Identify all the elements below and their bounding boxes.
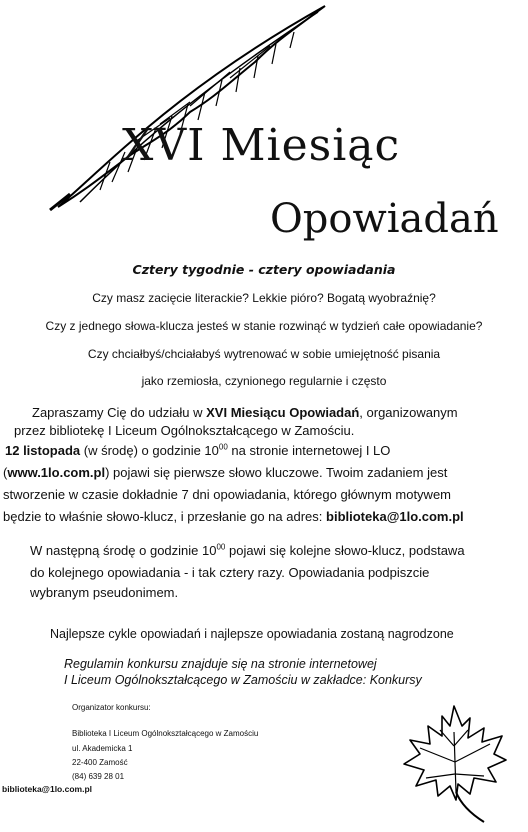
maple-leaf-icon [398,702,510,826]
quill-feather-icon [40,2,330,212]
organizer-name: Biblioteka I Liceum Ogólnokształcącego w Zamościu [72,729,259,738]
time-minutes: 00 [216,542,226,552]
invite-line-4 [3,462,447,484]
organizer-city: 22-400 Zamość [72,758,128,767]
regulations-line-2: I Liceum Ogólnokształcącego w Zamościu w zakładce: Konkursy [64,673,422,687]
email-link[interactable]: biblioteka@1lo.com.pl [326,509,464,524]
regulations-line-1: Regulamin konkursu znajduje się na stronie internetowej [64,657,377,671]
next-line-2: do kolejnego opowiadania - i tak cztery razy. Opowiadania podpiszcie [30,565,430,580]
invite-line-2: przez bibliotekę I Liceum Ogólnokształcącego w Zamościu. [14,423,355,438]
invite-text: Zapraszamy Cię do udziału w [32,405,207,420]
invite-text: ) pojawi się pierwsze słowo kluczowe. Twoim zadaniem jest [105,465,448,480]
organizer-street: ul. Akademicka 1 [72,744,133,753]
organizer-label: Organizator konkursu: [72,703,151,712]
next-text: pojawi się kolejne słowo-klucz, podstawa [225,543,465,558]
question-4: jako rzemiosła, czynionego regularnie i często [141,374,387,388]
invite-line-6 [3,506,464,528]
start-date: 12 listopada [5,443,81,458]
contest-name: XVI Miesiącu Opowiadań [206,405,360,420]
invite-text: na stronie internetowej I LO [227,443,391,458]
invite-text: (w środę) o godzinie 10 [80,443,219,458]
time-minutes: 00 [218,442,228,452]
invite-text: ( [3,465,8,480]
invite-text: , organizowanym [359,405,458,420]
website-link[interactable]: www.1lo.com.pl [7,465,106,480]
next-text: W następną środę o godzinie 10 [30,543,217,558]
invite-line-3 [5,440,390,462]
title-line-1: XVI Miesiąc [122,120,401,171]
title-line-2: Opowiadań [270,196,499,242]
next-line-3: wybranym pseudonimem. [30,585,179,600]
question-1: Czy masz zacięcie literackie? Lekkie pióro? Bogatą wyobraźnię? [92,291,436,305]
invite-line-5: stworzenie w czasie dokładnie 7 dni opowiadania, którego głównym motywem [3,487,452,502]
organizer-phone: (84) 639 28 01 [72,772,125,781]
subtitle: Cztery tygodnie - cztery opowiadania [132,262,396,277]
invite-text: będzie to właśnie słowo-klucz, i przesłanie go na adres: [3,509,327,524]
question-3: Czy chciałbyś/chciałabyś wytrenować w sobie umiejętność pisania [87,347,441,361]
question-2: Czy z jednego słowa-klucza jesteś w stanie rozwinąć w tydzień całe opowiadanie? [45,319,483,333]
organizer-email[interactable]: biblioteka@1lo.com.pl [2,784,92,794]
next-line-1 [30,540,465,562]
prize-announcement: Najlepsze cykle opowiadań i najlepsze opowiadania zostaną nagrodzone [50,627,454,641]
